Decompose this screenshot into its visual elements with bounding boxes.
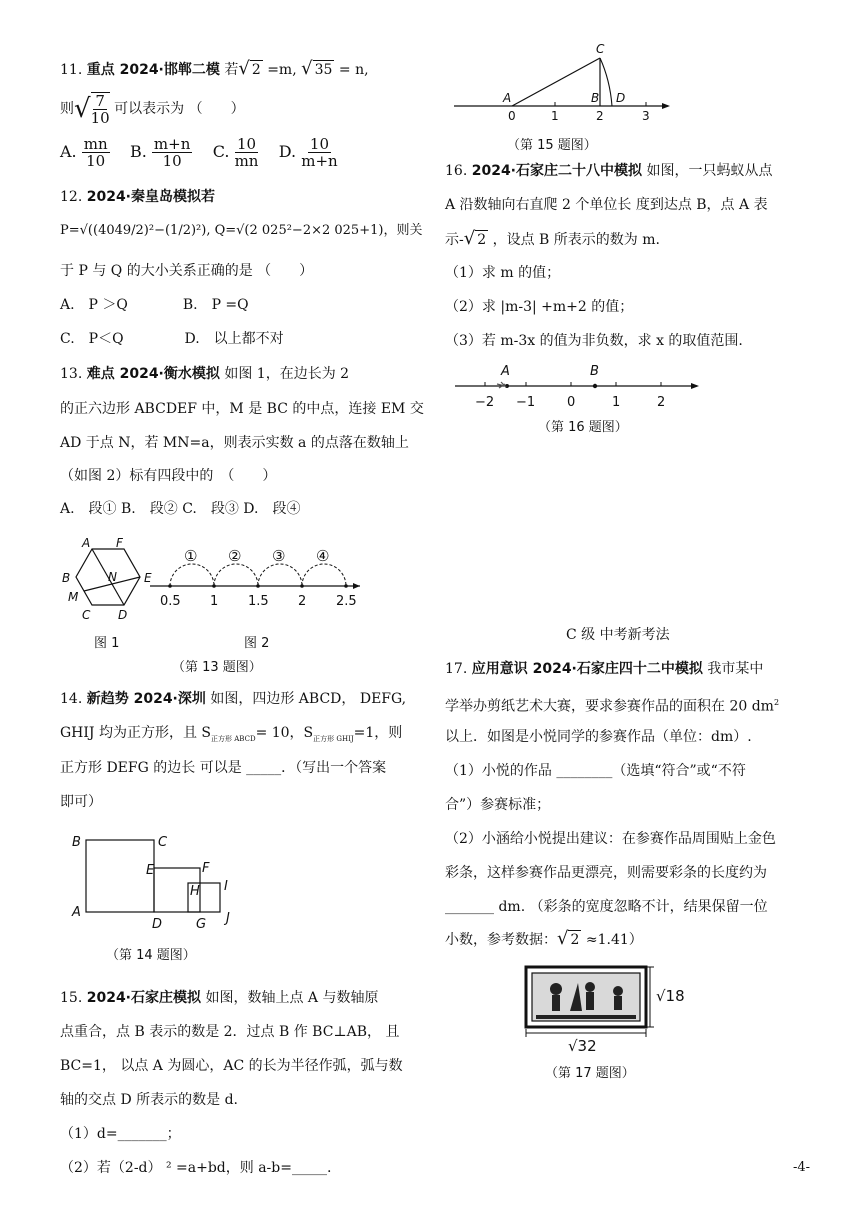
q15-caption: （第 15 题图） bbox=[507, 138, 597, 153]
q15-label-c: C bbox=[596, 42, 605, 56]
q11-option-b[interactable]: B. $\frac{m+n}{10}$ bbox=[129, 135, 191, 170]
tick-label-2.5: 2.5 bbox=[336, 594, 357, 609]
q17-sub-2b: 彩条，这样参赛作品更漂亮，则需要彩条的长度约为 bbox=[445, 865, 767, 881]
q16-tag: 2024·石家庄二十八中模拟 bbox=[471, 163, 643, 179]
q14-text-1: 如图，四边形 ABCD， DEFG, bbox=[210, 691, 407, 707]
sq-label-j: J bbox=[226, 911, 230, 926]
q15-tick-2: 2 bbox=[596, 109, 604, 123]
q16-tick-neg2: −2 bbox=[475, 395, 495, 410]
q15-tick-0: 0 bbox=[508, 109, 516, 123]
q14-caption: （第 14 题图） bbox=[106, 948, 196, 963]
q11-ze: 则 bbox=[60, 101, 74, 117]
q11-number: 11. bbox=[60, 62, 83, 78]
q17-sub-2a[interactable]: （2）小涵给小悦提出建议：在参赛作品周围贴上金色 bbox=[445, 831, 776, 847]
q13-hexagon-figure bbox=[60, 535, 160, 625]
q17-text-3: 以上．如图是小悦同学的参赛作品（单位：dm）. bbox=[445, 729, 752, 745]
q15-label-d: D bbox=[616, 91, 626, 105]
hex-label-a: A bbox=[82, 536, 91, 550]
q15-text-2: 点重合，点 B 表示的数是 2．过点 B 作 BC⊥AB， 且 bbox=[60, 1024, 400, 1040]
q13-line1 bbox=[60, 365, 349, 383]
hex-label-m: M bbox=[68, 590, 79, 604]
q17-sub-2c: _______ dm. （彩条的宽度忽略不计，结果保留一位 bbox=[445, 899, 768, 915]
q12-options-row2 bbox=[60, 330, 284, 348]
tick-label-0.5: 0.5 bbox=[160, 594, 181, 609]
hex-label-e: E bbox=[144, 571, 152, 585]
q11-option-c[interactable]: C. $\frac{10}{mn}$ bbox=[212, 135, 259, 170]
q12-tag: 2024·秦皇岛模拟若 bbox=[86, 189, 216, 205]
q15-sub-1[interactable]: （1）d=_______； bbox=[60, 1126, 181, 1142]
q16-text-3a: 示- bbox=[445, 232, 464, 248]
q15-line1 bbox=[60, 989, 378, 1007]
q15-number: 15. bbox=[60, 990, 83, 1006]
q17-bottom-label: √32 bbox=[568, 1037, 597, 1055]
segment-label-2: ② bbox=[228, 547, 242, 565]
q13-fig1-label: 图 1 bbox=[94, 636, 120, 651]
sq-label-d: D bbox=[152, 917, 163, 932]
q12-option-a[interactable]: A. P ＞Q bbox=[60, 297, 128, 313]
tick-label-2: 2 bbox=[298, 594, 307, 609]
q13-options[interactable]: A. 段① B. 段② C. 段③ D. 段④ bbox=[60, 501, 301, 517]
hex-label-c: C bbox=[82, 608, 91, 622]
sq-label-c: C bbox=[158, 835, 168, 850]
q16-sub-2[interactable]: （2）求 |m-3| +m+2 的值； bbox=[445, 299, 634, 315]
segment-label-3: ③ bbox=[272, 547, 286, 565]
q11-text-n: = n, bbox=[338, 62, 369, 78]
q14-squares-figure bbox=[68, 828, 248, 933]
q16-caption: （第 16 题图） bbox=[538, 420, 628, 435]
ant-icon bbox=[497, 382, 505, 388]
q17-text-1: 我市某中 bbox=[707, 661, 764, 677]
q11-text-d: 可以表示为 （ ） bbox=[114, 101, 245, 117]
segment-label-1: ① bbox=[184, 547, 198, 565]
sq-label-b: B bbox=[72, 835, 81, 850]
q11-text-m: =m, bbox=[267, 62, 297, 78]
hex-label-f: F bbox=[116, 536, 123, 550]
q16-label-a: A bbox=[501, 364, 510, 379]
q11-option-a[interactable]: A. $\frac{mn}{10}$ bbox=[60, 135, 108, 170]
page-number: -4- bbox=[792, 1160, 810, 1175]
q17-caption: （第 17 题图） bbox=[545, 1066, 635, 1081]
q14-text-3: 正方形 DEFG 的边长 可以是 _____．（写出一个答案 bbox=[60, 760, 387, 776]
q14-sub-abcd: 正方形 ABCD bbox=[211, 734, 256, 743]
q12-option-b[interactable]: B. P =Q bbox=[182, 297, 249, 313]
q16-text-3b: ，设点 B 所表示的数为 m. bbox=[492, 232, 660, 248]
q11-frac-num: 7 bbox=[95, 92, 105, 110]
sq-label-h: H bbox=[190, 884, 200, 899]
q12-tail: ，则关 bbox=[383, 223, 423, 238]
q16-tick-1: 1 bbox=[612, 395, 621, 410]
q14-text-2c: =1，则 bbox=[353, 725, 403, 741]
q11-tag: 重点 2024·邯郸二模 bbox=[86, 62, 220, 78]
q13-text-2: 的正六边形 ABCDEF 中，M 是 BC 的中点，连接 EM 交 bbox=[60, 401, 424, 417]
q13-caption: （第 13 题图） bbox=[172, 660, 262, 675]
q17-tag: 应用意识 2024·石家庄四十二中模拟 bbox=[471, 661, 703, 677]
segment-label-4: ④ bbox=[316, 547, 330, 565]
q14-text-2b: = 10，S bbox=[255, 725, 314, 741]
q16-sub-3[interactable]: （3）若 m-3x 的值为非负数，求 x 的取值范围. bbox=[445, 333, 743, 349]
q13-numberline-figure bbox=[150, 543, 365, 613]
q16-tick-2: 2 bbox=[657, 395, 666, 410]
sq-label-g: G bbox=[196, 917, 207, 932]
q17-line2 bbox=[445, 694, 779, 716]
q16-label-b: B bbox=[590, 364, 599, 379]
q15-text-1: 如图，数轴上点 A 与数轴原 bbox=[205, 990, 379, 1006]
q12-option-c[interactable]: C. P＜Q bbox=[60, 331, 124, 347]
q16-number: 16. bbox=[445, 163, 468, 179]
q17-ref-radicand: 2 bbox=[570, 932, 580, 948]
q16-line1 bbox=[445, 162, 772, 180]
tick-label-1.5: 1.5 bbox=[248, 594, 269, 609]
q14-sub-ghij: 正方形 GHIJ bbox=[313, 734, 354, 743]
q14-line2 bbox=[60, 724, 402, 748]
sq-label-f: F bbox=[202, 861, 210, 876]
q15-text-3: BC=1， 以点 A 为圆心，AC 的长为半径作弧，弧与数 bbox=[60, 1058, 403, 1074]
q16-numberline-figure bbox=[455, 362, 705, 410]
q16-radicand: 2 bbox=[477, 232, 487, 248]
q13-text-1: 如图 1，在边长为 2 bbox=[224, 366, 350, 382]
q13-fig2-label: 图 2 bbox=[244, 636, 270, 651]
q11-radicand-2: 35 bbox=[314, 62, 333, 78]
q12-line3: 于 P 与 Q 的大小关系正确的是 （ ） bbox=[60, 263, 314, 279]
hex-label-b: B bbox=[62, 571, 71, 585]
tick-label-1: 1 bbox=[210, 594, 219, 609]
q13-number: 13. bbox=[60, 366, 83, 382]
q16-text-1: 如图，一只蚂蚁从点 bbox=[646, 163, 773, 179]
q17-sub-1b: 合”）参赛标准； bbox=[445, 797, 551, 813]
q17-line1 bbox=[445, 660, 763, 678]
q14-text-2a: GHIJ 均为正方形，且 S bbox=[60, 725, 212, 741]
q12-option-d[interactable]: D. 以上都不对 bbox=[184, 331, 284, 347]
q15-label-a: A bbox=[503, 91, 512, 105]
q11-frac-den: 10 bbox=[90, 109, 110, 127]
q11-radicand-1: 2 bbox=[251, 62, 261, 78]
q12-line1 bbox=[60, 188, 215, 206]
q15-tag: 2024·石家庄模拟 bbox=[86, 990, 202, 1006]
q11-line1: 11. 重点 2024·邯郸二模 若√ 2 =m, √ 35 = n, bbox=[60, 58, 369, 79]
q13-text-3: AD 于点 N，若 MN=a，则表示实数 a 的点落在数轴上 bbox=[60, 435, 409, 451]
q17-sub-2d: 小数，参考数据：√ 2 ≈1.41） bbox=[445, 928, 643, 949]
q14-number: 14. bbox=[60, 691, 83, 707]
q13-text-4: （如图 2）标有四段中的 （ ） bbox=[60, 468, 277, 484]
sq-label-a: A bbox=[72, 905, 81, 920]
q11-options bbox=[60, 132, 338, 172]
q11-line2: 则√ $\frac{7}{10}$ 可以表示为 （ ） bbox=[60, 92, 245, 127]
q17-superscript: 2 bbox=[773, 698, 780, 707]
q15-tick-1: 1 bbox=[551, 109, 559, 123]
hex-label-n: N bbox=[108, 570, 117, 584]
hex-label-d: D bbox=[118, 608, 128, 622]
q16-text-2: A 沿数轴向右直爬 2 个单位长 度到达点 B，点 A 表 bbox=[445, 197, 768, 213]
q17-number: 17. bbox=[445, 661, 468, 677]
q15-label-b: B bbox=[591, 91, 600, 105]
q15-sub-2[interactable]: （2）若（2-d） ² =a+bd，则 a-b=_____. bbox=[60, 1160, 332, 1176]
q14-tag: 新趋势 2024·深圳 bbox=[86, 691, 206, 707]
q11-text: 若 bbox=[224, 62, 239, 78]
q12-number: 12. bbox=[60, 189, 83, 205]
q11-option-d[interactable]: D. $\frac{10}{m+n}$ bbox=[278, 135, 338, 170]
q12-line2 bbox=[60, 222, 422, 240]
sq-label-i: I bbox=[224, 879, 228, 894]
q17-sub-1[interactable]: （1）小悦的作品 ________（选填“符合”或“不符 bbox=[445, 763, 746, 779]
q17-papercut-figure bbox=[520, 965, 700, 1065]
section-c-title: C 级 中考新考法 bbox=[566, 627, 670, 643]
q14-line1 bbox=[60, 690, 406, 708]
q17-text-2: 学举办剪纸艺术大赛，要求参赛作品的面积在 20 dm bbox=[445, 698, 774, 715]
q12-p-expression: P=√((4049/2)²−(1/2)²) bbox=[60, 223, 207, 238]
q17-ref-text: 小数，参考数据： bbox=[445, 932, 557, 948]
q12-options-row1 bbox=[60, 296, 249, 314]
q12-q-expression: , Q=√(2 025²−2×2 025+1) bbox=[206, 223, 384, 238]
q16-line3: 示-√ 2 ，设点 B 所表示的数为 m. bbox=[445, 228, 660, 249]
q17-side-label: √18 bbox=[656, 987, 685, 1005]
q15-tick-3: 3 bbox=[642, 109, 650, 123]
q15-numberline-figure bbox=[450, 42, 675, 122]
q16-tick-neg1: −1 bbox=[516, 395, 536, 410]
q14-text-4: 即可） bbox=[60, 794, 102, 810]
q17-ref-value: ≈1.41） bbox=[585, 932, 643, 948]
sq-label-e: E bbox=[146, 863, 155, 878]
q16-sub-1[interactable]: （1）求 m 的值； bbox=[445, 265, 561, 281]
q16-tick-0: 0 bbox=[567, 395, 576, 410]
q13-tag: 难点 2024·衡水模拟 bbox=[86, 366, 220, 382]
q15-text-4: 轴的交点 D 所表示的数是 d. bbox=[60, 1092, 238, 1108]
